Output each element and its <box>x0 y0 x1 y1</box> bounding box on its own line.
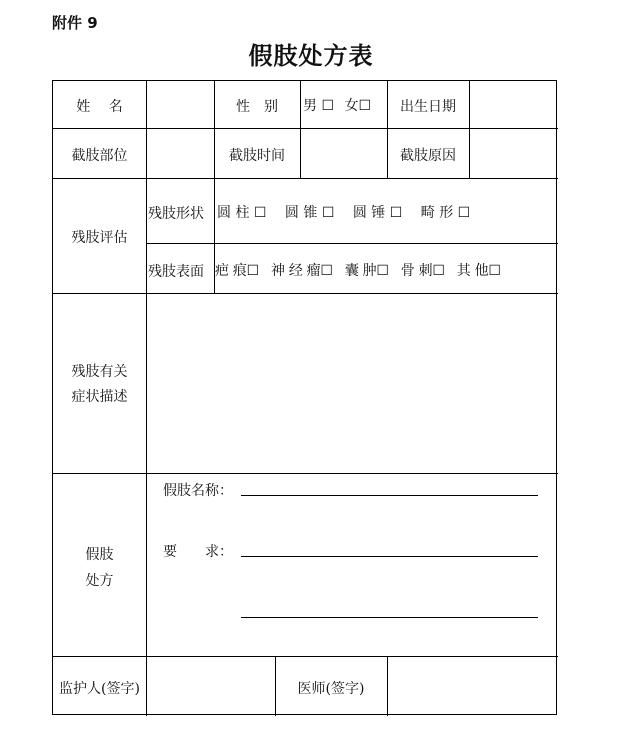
surface-option-spur: 骨 刺 <box>400 263 433 279</box>
shape-checkbox[interactable]: ☐ <box>389 205 403 221</box>
surface-checkbox[interactable]: ☐ <box>246 263 259 279</box>
requirements-line[interactable] <box>241 556 538 557</box>
row-divider <box>53 656 558 657</box>
shape-checkbox[interactable]: ☐ <box>457 205 471 221</box>
guardian-signature-label: 监护人(签字) <box>59 681 140 697</box>
amputation-time-label: 截肢时间 <box>229 148 285 164</box>
row-divider <box>53 473 558 474</box>
shape-option-deformed: 畸 形 <box>420 205 454 221</box>
prescription-form <box>52 80 557 715</box>
gender-label: 性 别 <box>236 99 278 115</box>
surface-label: 残肢表面 <box>148 264 204 280</box>
guardian-signature-field[interactable] <box>148 658 274 714</box>
surface-option-scar: 疤 痕 <box>215 263 247 279</box>
row-divider <box>53 293 558 294</box>
shape-checkbox[interactable]: ☐ <box>321 205 335 221</box>
requirements-label: 要 求： <box>163 544 233 560</box>
gender-male-label: 男 <box>303 98 317 114</box>
row-divider <box>146 243 558 244</box>
shape-label: 残肢形状 <box>148 206 204 222</box>
amputation-reason-label: 截肢原因 <box>400 148 456 164</box>
col-divider <box>387 656 388 716</box>
page-title: 假肢处方表 <box>248 41 374 70</box>
surface-option-neuroma: 神 经 瘤 <box>270 263 321 279</box>
female-checkbox[interactable]: ☐ <box>358 98 372 114</box>
doctor-signature-field[interactable] <box>389 658 556 714</box>
prosthesis-name-label: 假肢名称： <box>163 483 233 499</box>
surface-checkbox[interactable]: ☐ <box>376 263 389 279</box>
prescription-label-line2: 处方 <box>85 573 114 589</box>
attachment-label: 附件 9 <box>52 14 98 32</box>
surface-options <box>215 260 501 280</box>
surface-checkbox[interactable]: ☐ <box>488 263 501 279</box>
doctor-signature-label: 医师(签字) <box>297 681 365 697</box>
shape-options <box>217 202 470 222</box>
symptoms-description-area[interactable] <box>148 295 556 471</box>
surface-option-cyst: 囊 肿 <box>344 263 377 279</box>
gender-options <box>303 95 371 115</box>
row-divider <box>53 178 558 179</box>
surface-checkbox[interactable]: ☐ <box>320 263 333 279</box>
shape-option-cylinder: 圆 柱 <box>217 205 250 221</box>
shape-option-bulb: 圆 锤 <box>352 205 386 221</box>
prescription-label-line1: 假肢 <box>85 547 114 563</box>
birth-label: 出生日期 <box>400 99 456 115</box>
col-divider <box>146 81 147 716</box>
row-divider <box>53 128 558 129</box>
symptoms-label-line2: 症状描述 <box>71 389 128 405</box>
col-divider <box>300 81 301 178</box>
gender-female-label: 女 <box>344 98 359 114</box>
shape-checkbox[interactable]: ☐ <box>253 205 267 221</box>
surface-option-other: 其 他 <box>456 263 489 279</box>
symptoms-label-line1: 残肢有关 <box>71 364 128 380</box>
requirements-line-2[interactable] <box>241 617 538 618</box>
col-divider <box>469 81 470 178</box>
surface-checkbox[interactable]: ☐ <box>432 263 445 279</box>
amputation-site-label: 截肢部位 <box>71 148 128 164</box>
prosthesis-name-line[interactable] <box>241 495 538 496</box>
name-label: 姓 名 <box>76 99 123 115</box>
male-checkbox[interactable]: ☐ <box>321 98 335 114</box>
shape-option-cone: 圆 锥 <box>284 205 318 221</box>
assessment-label: 残肢评估 <box>71 230 128 246</box>
